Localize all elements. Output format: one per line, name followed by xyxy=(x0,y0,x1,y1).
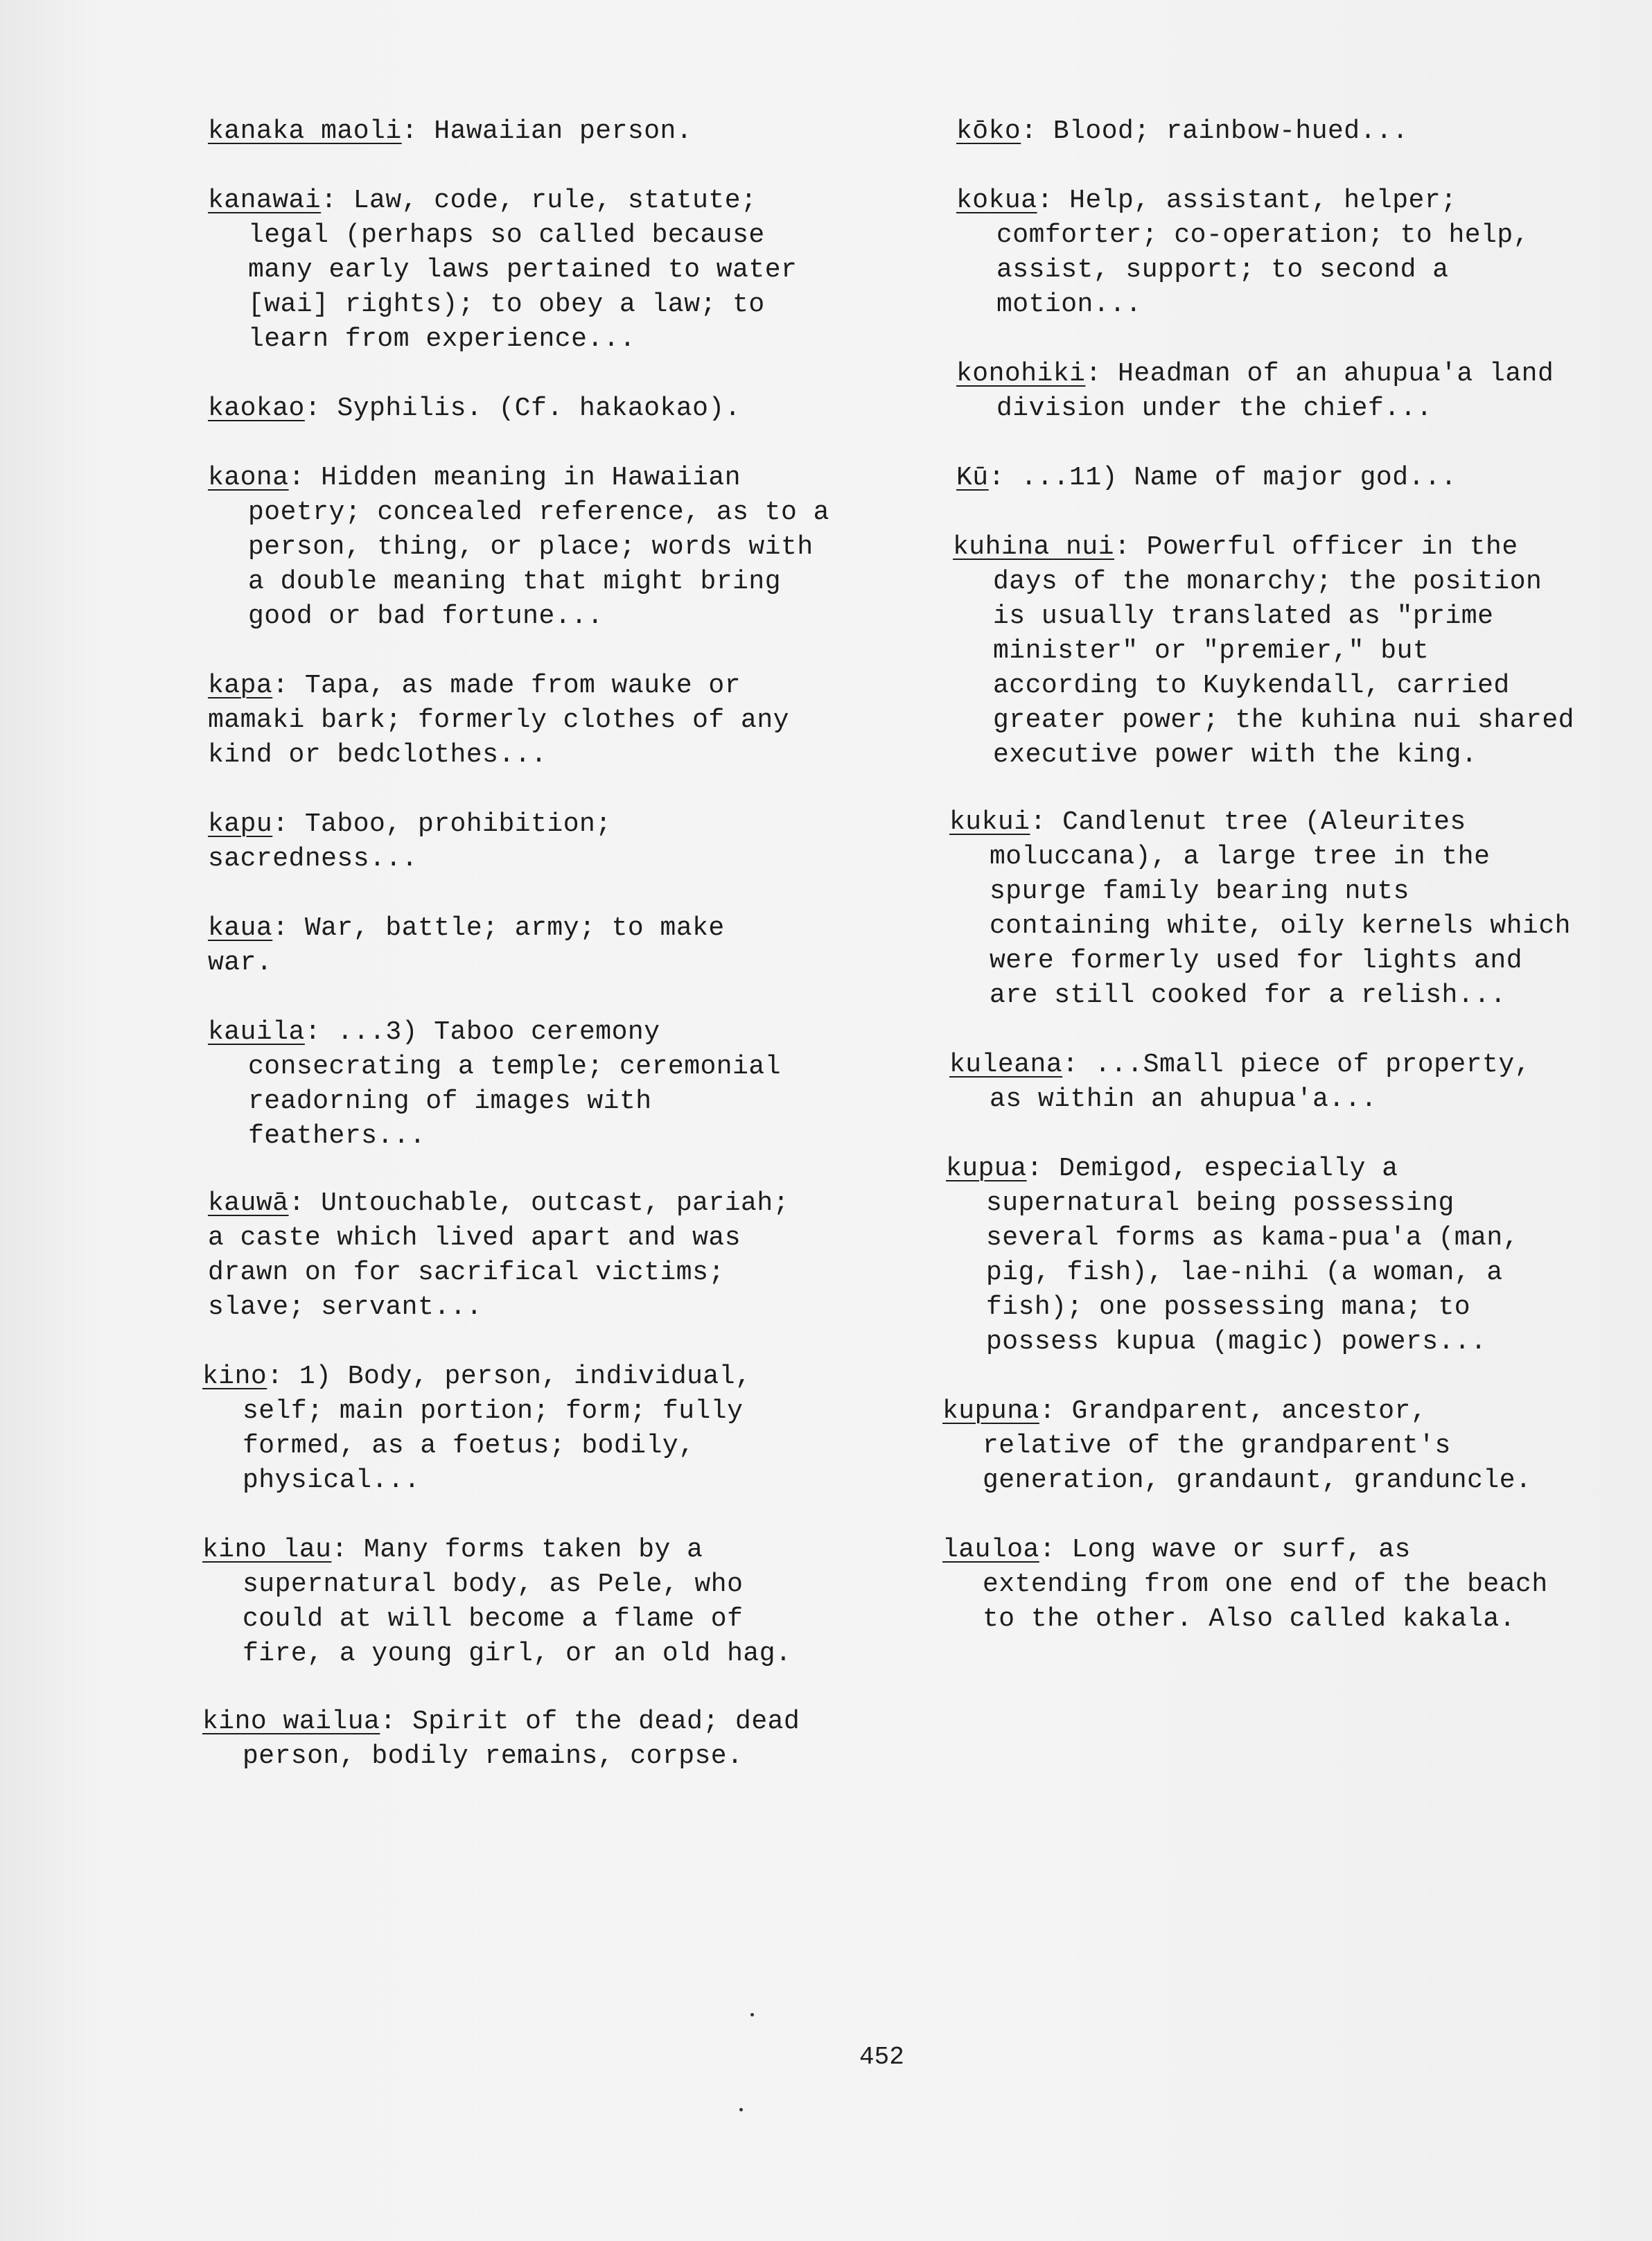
definition-line: according to Kuykendall, carried xyxy=(993,671,1510,701)
definition-line: fish); one possessing mana; to xyxy=(986,1292,1471,1322)
definition-line: are still cooked for a relish... xyxy=(990,981,1506,1010)
headword: Kū xyxy=(956,463,989,493)
definition-line: formed, as a foetus; bodily, xyxy=(243,1431,695,1461)
headword: kōko xyxy=(956,116,1021,146)
definition-line: minister" or "premier," but xyxy=(993,636,1430,666)
headword: kanaka maoli xyxy=(208,116,402,146)
entry-kapa: kapa: Tapa, as made from wauke or mamaki bark; formerly clothes of any kind or bedclothes... xyxy=(208,669,915,773)
definition-line: slave; servant... xyxy=(208,1292,483,1322)
entry-kauwa: kauwā: Untouchable, outcast, pariah; a caste which lived apart and was drawn on for sacrifical victims; slave; servant... xyxy=(208,1186,915,1325)
headword: lauloa xyxy=(942,1535,1039,1565)
definition-line: generation, grandaunt, granduncle. xyxy=(983,1466,1532,1495)
headword: kapu xyxy=(208,809,273,839)
definition-line: sacredness... xyxy=(208,844,418,874)
entry-kokua: kokua: Help, assistant, helper; comforter; co-operation; to help, assist, support; to second a motion... xyxy=(956,184,1628,322)
definition-line: kind or bedclothes... xyxy=(208,740,547,770)
definition-line: a caste which lived apart and was xyxy=(208,1223,741,1253)
definition-line: readorning of images with xyxy=(248,1087,652,1116)
definition-line: ...Small piece of property, xyxy=(1094,1050,1531,1080)
definition-line: poetry; concealed reference, as to a xyxy=(248,498,829,527)
definition-line: division under the chief... xyxy=(996,394,1433,423)
definition-line: could at will become a flame of xyxy=(243,1604,744,1634)
definition-line: Headman of an ahupua'a land xyxy=(1118,359,1554,389)
entry-kapu: kapu: Taboo, prohibition; sacredness... xyxy=(208,807,915,877)
entry-lauloa: lauloa: Long wave or surf, as extending from one end of the beach to the other. Also called kakala. xyxy=(942,1533,1628,1637)
definition-line: comforter; co-operation; to help, xyxy=(996,220,1530,250)
entry-kauila: kauila: ...3) Taboo ceremony consecrating a temple; ceremonial readorning of images with feathers... xyxy=(208,1015,915,1154)
definition-line: fire, a young girl, or an old hag. xyxy=(243,1639,792,1669)
definition-line: legal (perhaps so called because xyxy=(248,220,765,250)
definition-line: several forms as kama-pua'a (man, xyxy=(986,1223,1520,1253)
headword: kapa xyxy=(208,671,273,701)
definition-line: spurge family bearing nuts xyxy=(990,877,1409,906)
entry-kukui: kukui: Candlenut tree (Aleurites moluccana), a large tree in the spurge family bearing nuts containing white, oily kernels which were formerly used for lights and are still cooked for a relish... xyxy=(949,805,1628,1013)
definition-line: to the other. Also called kakala. xyxy=(983,1604,1516,1634)
definition-line: supernatural body, as Pele, who xyxy=(243,1570,744,1599)
definition-line: mamaki bark; formerly clothes of any xyxy=(208,705,789,735)
definition-line: days of the monarchy; the position xyxy=(993,567,1543,597)
entry-kino-wailua: kino wailua: Spirit of the dead; dead person, bodily remains, corpse. xyxy=(202,1705,915,1774)
definition-line: Long wave or surf, as xyxy=(1071,1535,1411,1565)
definition-line: moluccana), a large tree in the xyxy=(990,842,1491,872)
speck xyxy=(739,2108,743,2111)
definition-line: Untouchable, outcast, pariah; xyxy=(321,1188,789,1218)
definition-line: ...3) Taboo ceremony xyxy=(337,1017,660,1047)
headword: kupua xyxy=(946,1154,1027,1184)
headword: kino xyxy=(202,1362,267,1391)
entry-kupuna: kupuna: Grandparent, ancestor, relative of the grandparent's generation, grandaunt, granduncle. xyxy=(942,1394,1628,1498)
definition-line: Candlenut tree (Aleurites xyxy=(1062,807,1466,837)
definition-line: Tapa, as made from wauke or xyxy=(304,671,741,701)
definition-line: many early laws pertained to water xyxy=(248,255,798,285)
definition-line: Spirit of the dead; dead xyxy=(412,1707,800,1737)
definition-line: ...11) Name of major god... xyxy=(1021,463,1457,493)
headword: kukui xyxy=(949,807,1030,837)
entry-kaokao: kaokao: Syphilis. (Cf. hakaokao). xyxy=(208,394,741,423)
entry-ku: Kū: ...11) Name of major god... xyxy=(956,463,1457,493)
definition-line: executive power with the king. xyxy=(993,740,1478,770)
speck xyxy=(750,2013,754,2016)
headword: kupuna xyxy=(942,1396,1039,1426)
entry-kanaka-maoli: kanaka maoli: Hawaiian person. xyxy=(208,116,693,146)
definition-line: drawn on for sacrifical victims; xyxy=(208,1258,725,1288)
definition-line: containing white, oily kernels which xyxy=(990,911,1571,941)
definition-line: consecrating a temple; ceremonial xyxy=(248,1052,782,1082)
entry-konohiki: konohiki: Headman of an ahupua'a land division under the chief... xyxy=(956,357,1628,426)
definition-line: person, bodily remains, corpse. xyxy=(243,1741,744,1771)
entry-kuleana: kuleana: ...Small piece of property, as within an ahupua'a... xyxy=(949,1048,1628,1117)
definition-line: were formerly used for lights and xyxy=(990,946,1523,976)
headword: kauila xyxy=(208,1017,305,1047)
definition-line: learn from experience... xyxy=(248,324,636,354)
definition-line: feathers... xyxy=(248,1121,426,1151)
entry-kino-lau: kino lau: Many forms taken by a supernatural body, as Pele, who could at will become a flame of fire, a young girl, or an old hag. xyxy=(202,1533,915,1671)
headword: kanawai xyxy=(208,186,322,216)
definition-line: Syphilis. (Cf. hakaokao). xyxy=(337,394,741,423)
entry-kaona: kaona: Hidden meaning in Hawaiian poetry; concealed reference, as to a person, thing, or place; words with a double meaning that might bring good or bad fortune... xyxy=(208,461,915,634)
headword: konohiki xyxy=(956,359,1086,389)
headword: kuhina nui xyxy=(953,532,1115,562)
definition-line: is usually translated as "prime xyxy=(993,601,1494,631)
definition-line: Law, code, rule, statute; xyxy=(353,186,757,216)
definition-line: Taboo, prohibition; xyxy=(304,809,612,839)
entry-kuhina-nui: kuhina nui: Powerful officer in the days of the monarchy; the position is usually translated as "prime minister" or "premier," but according to Kuykendall, carried greater power; the kuhina nui shared executive power with the king. xyxy=(953,530,1628,773)
definition-line: a double meaning that might bring xyxy=(248,567,782,597)
headword: kino wailua xyxy=(202,1707,380,1737)
definition-line: as within an ahupua'a... xyxy=(990,1084,1378,1114)
definition-line: physical... xyxy=(243,1466,421,1495)
definition-line: Hidden meaning in Hawaiian xyxy=(321,463,741,493)
definition-line: motion... xyxy=(996,290,1142,319)
definition-line: extending from one end of the beach xyxy=(983,1570,1548,1599)
headword: kokua xyxy=(956,186,1037,216)
definition-line: Powerful officer in the xyxy=(1146,532,1518,562)
definition-line: War, battle; army; to make xyxy=(304,913,725,943)
headword: kaokao xyxy=(208,394,305,423)
definition-line: assist, support; to second a xyxy=(996,255,1449,285)
definition-line: Hawaiian person. xyxy=(434,116,693,146)
definition-line: possess kupua (magic) powers... xyxy=(986,1327,1487,1357)
entry-kino: kino: 1) Body, person, individual, self; main portion; form; fully formed, as a foetus; bodily, physical... xyxy=(202,1360,915,1498)
headword: kauwā xyxy=(208,1188,289,1218)
definition-line: 1) Body, person, individual, xyxy=(299,1362,752,1391)
definition-line: Blood; rainbow-hued... xyxy=(1053,116,1409,146)
definition-line: Grandparent, ancestor, xyxy=(1071,1396,1427,1426)
headword: kuleana xyxy=(949,1050,1063,1080)
definition-line: person, thing, or place; words with xyxy=(248,532,814,562)
definition-line: relative of the grandparent's xyxy=(983,1431,1451,1461)
entry-kanawai: kanawai: Law, code, rule, statute; legal (perhaps so called because many early laws pertained to water [wai] rights); to obey a law; to learn from experience... xyxy=(208,184,915,357)
definition-line: Many forms taken by a xyxy=(364,1535,703,1565)
page-number: 452 xyxy=(859,2043,904,2071)
definition-line: Help, assistant, helper; xyxy=(1069,186,1457,216)
entry-kaua: kaua: War, battle; army; to make war. xyxy=(208,911,915,981)
definition-line: Demigod, especially a xyxy=(1059,1154,1398,1184)
definition-line: war. xyxy=(208,948,273,978)
definition-line: pig, fish), lae-nihi (a woman, a xyxy=(986,1258,1503,1288)
headword: kaona xyxy=(208,463,289,493)
entry-kupua: kupua: Demigod, especially a supernatural being possessing several forms as kama-pua'a (man, pig, fish), lae-nihi (a woman, a fish); one possessing mana; to possess kupua (magic) powers... xyxy=(946,1152,1628,1360)
headword: kaua xyxy=(208,913,273,943)
entry-koko: kōko: Blood; rainbow-hued... xyxy=(956,116,1409,146)
definition-line: self; main portion; form; fully xyxy=(243,1396,744,1426)
definition-line: greater power; the kuhina nui shared xyxy=(993,705,1574,735)
headword: kino lau xyxy=(202,1535,332,1565)
definition-line: good or bad fortune... xyxy=(248,601,604,631)
definition-line: supernatural being possessing xyxy=(986,1188,1455,1218)
definition-line: [wai] rights); to obey a law; to xyxy=(248,290,765,319)
